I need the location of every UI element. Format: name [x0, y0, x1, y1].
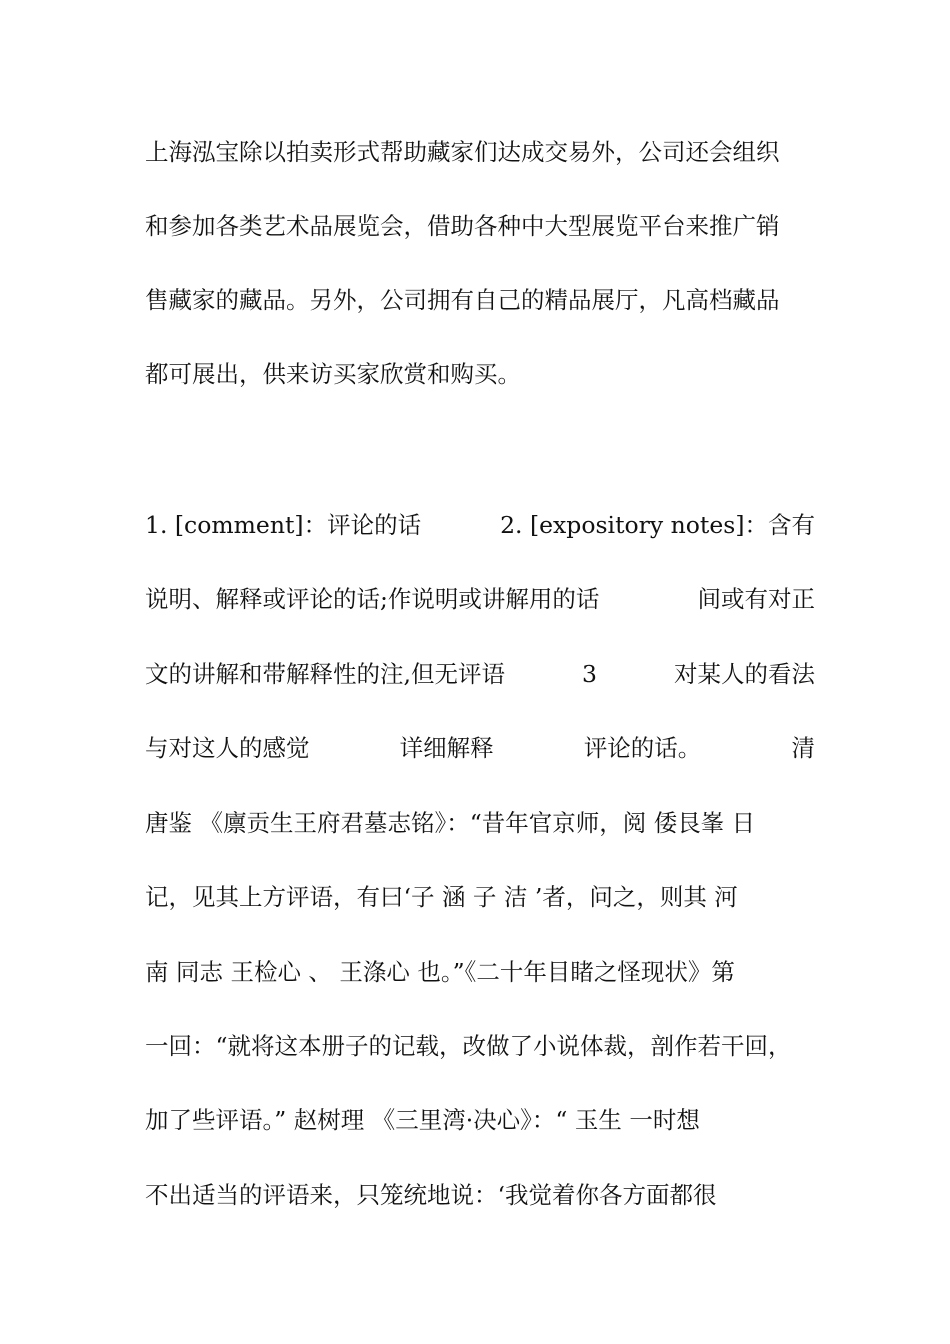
paragraph-1-line-4: 都可展出，供来访买家欣赏和购买。: [145, 360, 521, 388]
paragraph-1-line-2: 和参加各类艺术品展览会，借助各种中大型展览平台来推广销: [145, 212, 780, 240]
paragraph-2-line-8: 一回：“就将这本册子的记载，改做了小说体裁，剖作若干回，: [145, 1032, 792, 1060]
paragraph-2-line-10: 不出适当的评语来，只笼统地说：‘我觉着你各方面都很: [145, 1181, 717, 1209]
line-4-part-1: 与对这人的感觉: [145, 734, 310, 762]
line-3-part-2: 3: [582, 660, 597, 688]
paragraph-2-line-9: 加了些评语。” 赵树理 《三里湾·决心》：“ 玉生 一时想: [145, 1106, 700, 1134]
line-4-part-4: 清: [791, 734, 815, 762]
line-3-part-3: 对某人的看法: [674, 660, 815, 688]
line-2-part-1: 说明、解释或评论的话;作说明或讲解用的话: [145, 585, 600, 613]
paragraph-2-line-7: 南 同志 王检心 、 王涤心 也。”《二十年目睹之怪现状》第: [145, 958, 735, 986]
line-4-part-3: 评论的话。: [583, 734, 702, 762]
paragraph-2-line-6: 记，见其上方评语，有曰‘子 涵 子 洁 ’者，问之，则其 河: [145, 883, 738, 911]
paragraph-2-line-5: 唐鉴 《廪贡生王府君墓志铭》：“昔年官京师，阅 倭艮峯 日: [145, 809, 756, 837]
paragraph-1-line-3: 售藏家的藏品。另外，公司拥有自己的精品展厅，凡高档藏品: [145, 286, 780, 314]
paragraph-1-line-1: 上海泓宝除以拍卖形式帮助藏家们达成交易外，公司还会组织: [145, 138, 780, 166]
line-3-part-1: 文的讲解和带解释性的注,但无评语: [145, 660, 505, 688]
paragraph-2-line-2: [145, 579, 815, 619]
paragraph-2-line-4: [145, 728, 815, 768]
paragraph-2-line-1: [145, 505, 815, 545]
line-4-part-2: 详细解释: [399, 734, 494, 762]
paragraph-2-line-3: [145, 654, 815, 694]
line-2-part-2: 间或有对正: [697, 585, 815, 613]
definition-item-2: 2. [expository notes]：含有: [500, 511, 815, 539]
definition-item-1: 1. [comment]：评论的话: [145, 511, 422, 539]
